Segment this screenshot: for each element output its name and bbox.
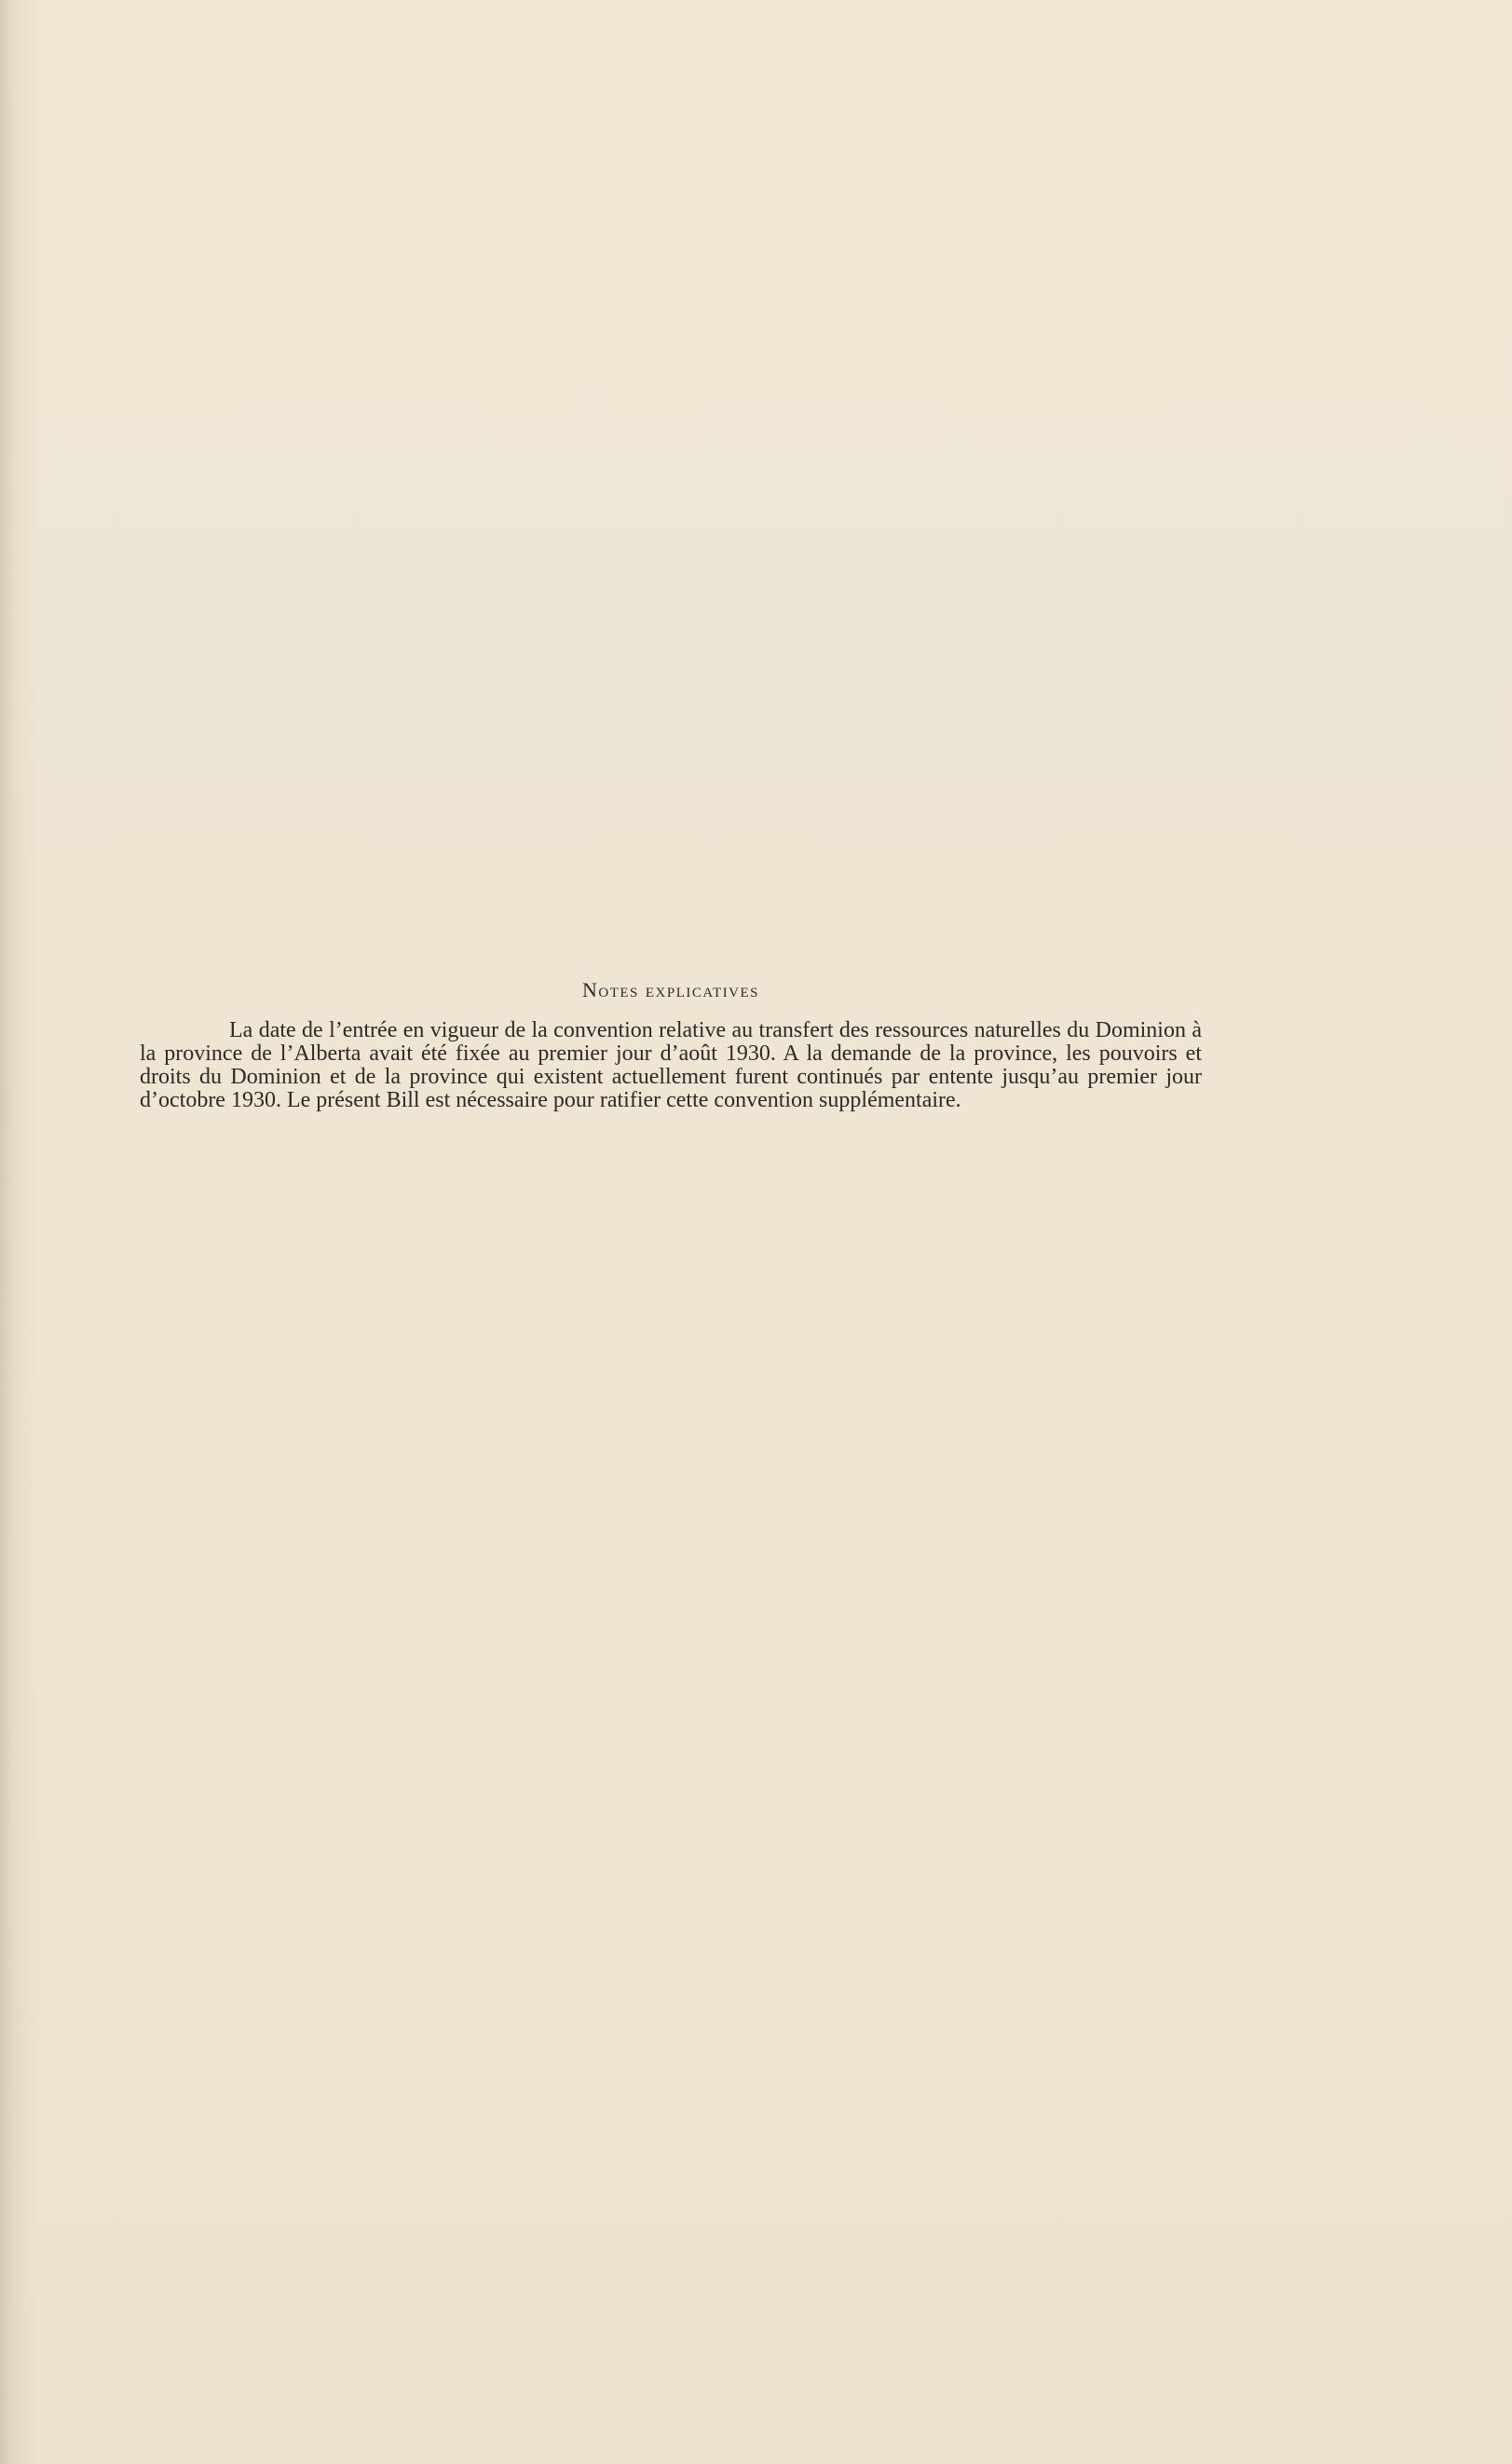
notes-title: Notes explicatives — [581, 978, 760, 1001]
notes-paragraph: La date de l’entrée en vigueur de la convention relative au transfert des ressources naturelles du Dominion à la province de l’Alberta avait été fixée au premier jour d’août 1930. A la demande de la province, les pouvoirs et droits du Dominion et de la province qui existent actuellement furent continués par entente jusqu’au premier jour d’octobre 1930. Le présent Bill est nécessaire pour ratifier cette convention supplémentaire. — [140, 1018, 1202, 1112]
explanatory-notes-section — [140, 978, 1202, 1112]
